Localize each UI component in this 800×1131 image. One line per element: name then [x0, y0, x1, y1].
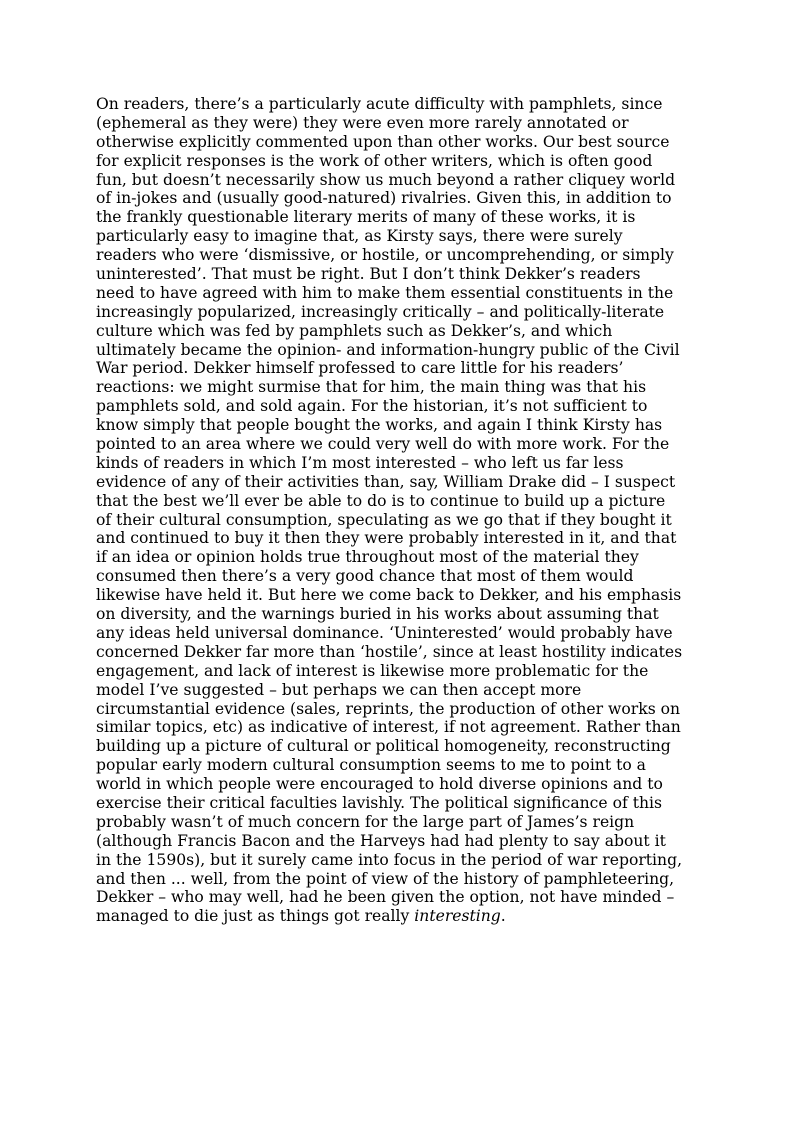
- emphasized-word: interesting: [414, 907, 501, 926]
- text-line: uninterested’. That must be right. But I don’t think Dekker’s readers: [96, 265, 641, 284]
- text-line: pamphlets sold, and sold again. For the historian, it’s not sufficient to: [96, 397, 648, 416]
- text-line: model I’ve suggested – but perhaps we can then accept more: [96, 680, 582, 699]
- text-line: need to have agreed with him to make them essential constituents in the: [96, 283, 674, 302]
- text-line: the frankly questionable literary merits of many of these works, it is: [96, 208, 636, 227]
- text-line: of in-jokes and (usually good-natured) rivalries. Given this, in addition to: [96, 189, 672, 208]
- text-line: world in which people were encouraged to hold diverse opinions and to: [96, 775, 663, 794]
- text-line: popular early modern cultural consumption seems to me to point to a: [96, 756, 646, 775]
- text-line: culture which was fed by pamphlets such as Dekker’s, and which: [96, 321, 613, 340]
- text-line: (although Francis Bacon and the Harveys had had plenty to say about it: [96, 831, 666, 850]
- text-line: probably wasn’t of much concern for the large part of James’s reign: [96, 812, 635, 831]
- final-line-text: managed to die just as things got really: [96, 907, 415, 926]
- text-line: circumstantial evidence (sales, reprints, the production of other works on: [96, 699, 681, 718]
- text-line: kinds of readers in which I’m most interested – who left us far less: [96, 453, 624, 472]
- paragraph: [96, 95, 708, 907]
- text-line: On readers, there’s a particularly acute difficulty with pamphlets, since: [96, 95, 663, 113]
- text-line: readers who were ‘dismissive, or hostile, or uncomprehending, or simply: [96, 246, 674, 265]
- text-line: on diversity, and the warnings buried in his works about assuming that: [96, 605, 659, 624]
- text-line: that the best we’ll ever be able to do is to continue to build up a picture: [96, 491, 666, 510]
- text-line: ultimately became the opinion- and information-hungry public of the Civil: [96, 340, 680, 359]
- text-line: particularly easy to imagine that, as Kirsty says, there were surely: [96, 227, 623, 246]
- text-line: (ephemeral as they were) they were even more rarely annotated or: [96, 113, 629, 132]
- text-line: Dekker – who may well, had he been given the option, not have minded –: [96, 888, 675, 907]
- text-line: concerned Dekker far more than ‘hostile’, since at least hostility indicates: [96, 642, 683, 661]
- text-line: know simply that people bought the works, and again I think Kirsty has: [96, 416, 663, 435]
- text-line: consumed then there’s a very good chance that most of them would: [96, 567, 634, 586]
- document-body: [96, 95, 708, 926]
- text-line: of their cultural consumption, speculating as we go that if they bought it: [96, 510, 672, 529]
- text-line: in the 1590s), but it surely came into focus in the period of war reporting,: [96, 850, 683, 869]
- text-line: any ideas held universal dominance. ‘Uninterested’ would probably have: [96, 623, 673, 642]
- text-line: likewise have held it. But here we come back to Dekker, and his emphasis: [96, 586, 682, 605]
- text-line: building up a picture of cultural or political homogeneity, reconstructing: [96, 737, 671, 756]
- final-line-period: .: [500, 907, 506, 926]
- text-line: fun, but doesn’t necessarily show us much beyond a rather cliquey world: [96, 170, 676, 189]
- text-line: exercise their critical faculties lavishly. The political significance of this: [96, 793, 663, 812]
- text-line: and then ... well, from the point of view of the history of pamphleteering,: [96, 869, 675, 888]
- text-line: increasingly popularized, increasingly critically – and politically-literate: [96, 302, 665, 321]
- text-line: reactions: we might surmise that for him, the main thing was that his: [96, 378, 647, 397]
- text-line: pointed to an area where we could very well do with more work. For the: [96, 435, 670, 454]
- text-line: engagement, and lack of interest is likewise more problematic for the: [96, 661, 649, 680]
- text-line: evidence of any of their activities than, say, William Drake did – I suspect: [96, 472, 676, 491]
- text-line: and continued to buy it then they were probably interested in it, and that: [96, 529, 677, 548]
- text-line: otherwise explicitly commented upon than other works. Our best source: [96, 132, 670, 151]
- text-line: similar topics, etc) as indicative of interest, if not agreement. Rather than: [96, 718, 681, 737]
- text-line: for explicit responses is the work of other writers, which is often good: [96, 151, 653, 170]
- text-line: War period. Dekker himself professed to care little for his readers’: [96, 359, 624, 378]
- paragraph-final-line: [96, 907, 708, 926]
- text-line: if an idea or opinion holds true throughout most of the material they: [96, 548, 639, 567]
